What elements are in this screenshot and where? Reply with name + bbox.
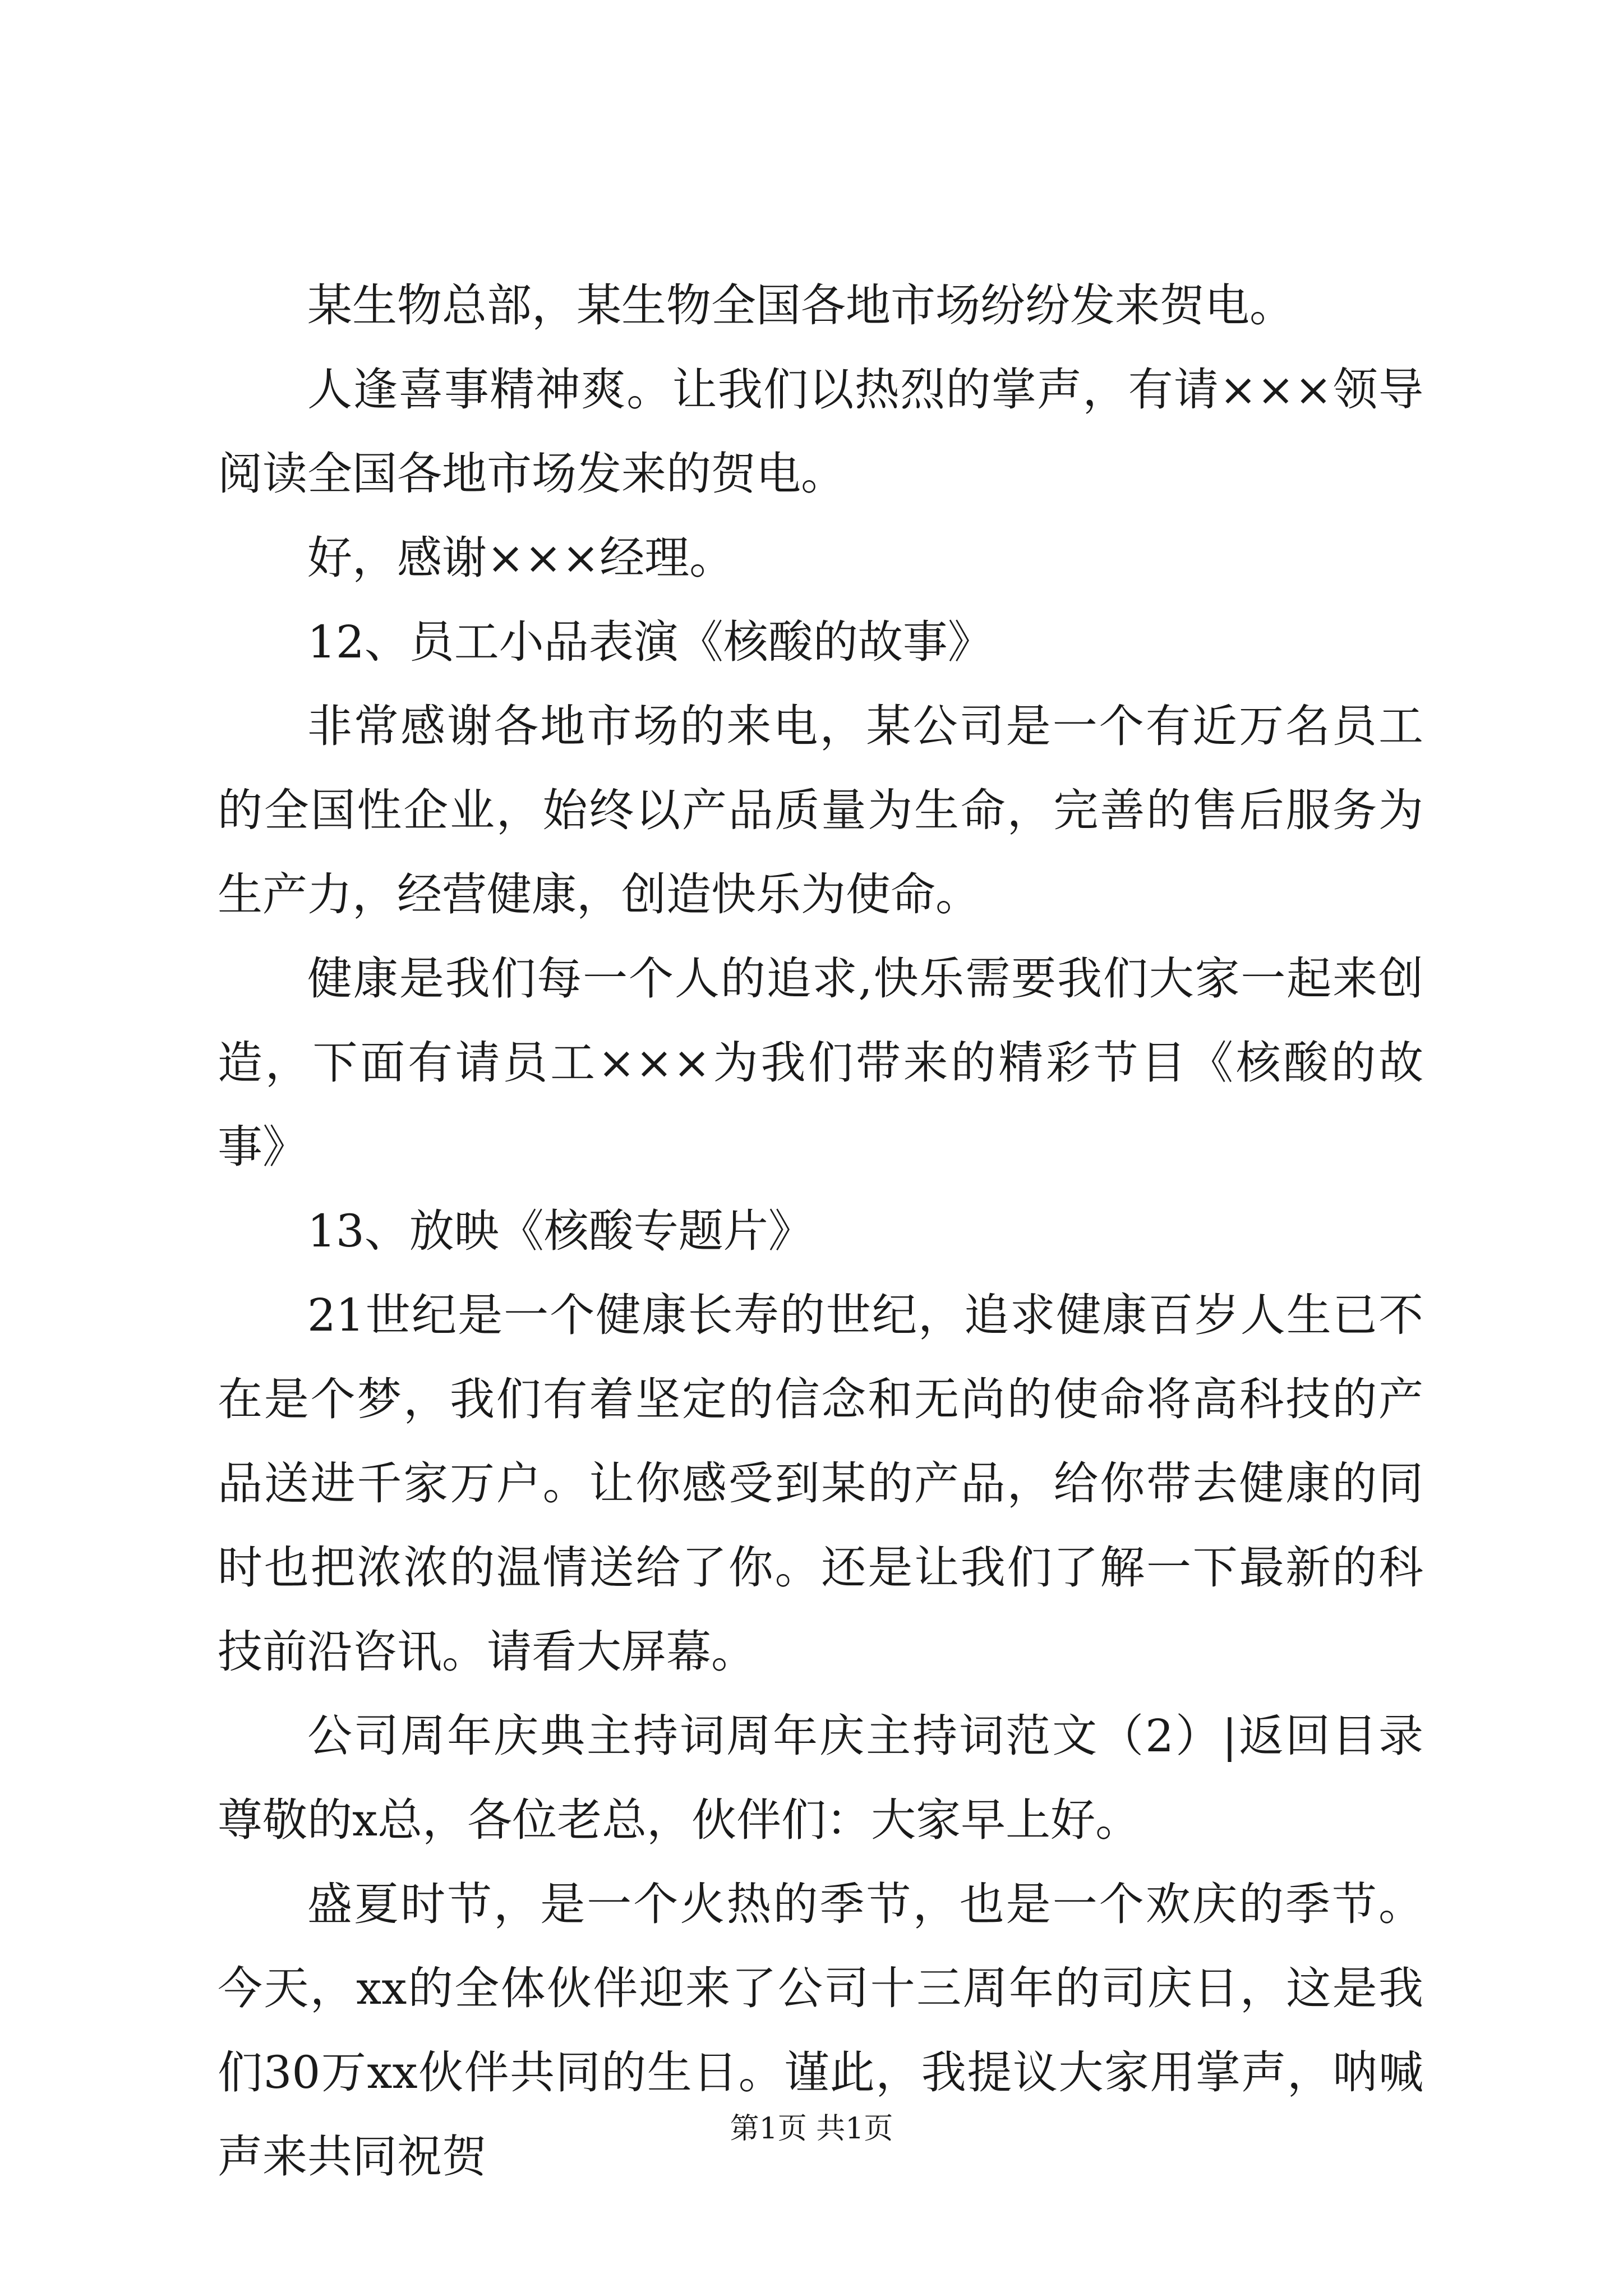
page-footer: 第1页 共1页: [730, 2112, 893, 2146]
paragraph: 某生物总部，某生物全国各地市场纷纷发来贺电。: [307, 279, 1294, 332]
paragraph: 人逢喜事精神爽。让我们以热烈的掌声，有请×××领导阅读全国各地市场发来的贺电。: [218, 364, 1423, 500]
paragraph: 非常感谢各地市场的来电，某公司是一个有近万名员工的全国性企业，始终以产品质量为生命，完善的售后服务为生产力，经营健康，创造快乐为使命。: [218, 700, 1423, 921]
section-heading: 13、放映《核酸专题片》: [307, 1205, 813, 1257]
paragraph: 公司周年庆典主持词周年庆主持词范文（2）|返回目录尊敬的x总，各位老总，伙伴们：大家早上好。: [218, 1710, 1423, 1846]
paragraph: 好，感谢×××经理。: [307, 532, 735, 584]
paragraph: 21世纪是一个健康长寿的世纪，追求健康百岁人生已不在是个梦，我们有着坚定的信念和无尚的使命将高科技的产品送进千家万户。让你感受到某的产品，给你带去健康的同时也把浓浓的温情送给了你。还是让我们了解一下最新的科技前沿咨讯。请看大屏幕。: [218, 1289, 1423, 1678]
section-heading: 12、员工小品表演《核酸的故事》: [307, 616, 993, 668]
document-body: [218, 264, 1423, 2199]
paragraph: 盛夏时节，是一个火热的季节，也是一个欢庆的季节。今天，xx的全体伙伴迎来了公司十三周年的司庆日，这是我们30万xx伙伴共同的生日。谨此，我提议大家用掌声，呐喊声来共同祝贺: [218, 1878, 1423, 2183]
paragraph: 健康是我们每一个人的追求,快乐需要我们大家一起来创造，下面有请员工×××为我们带来的精彩节目《核酸的故事》: [218, 953, 1423, 1173]
